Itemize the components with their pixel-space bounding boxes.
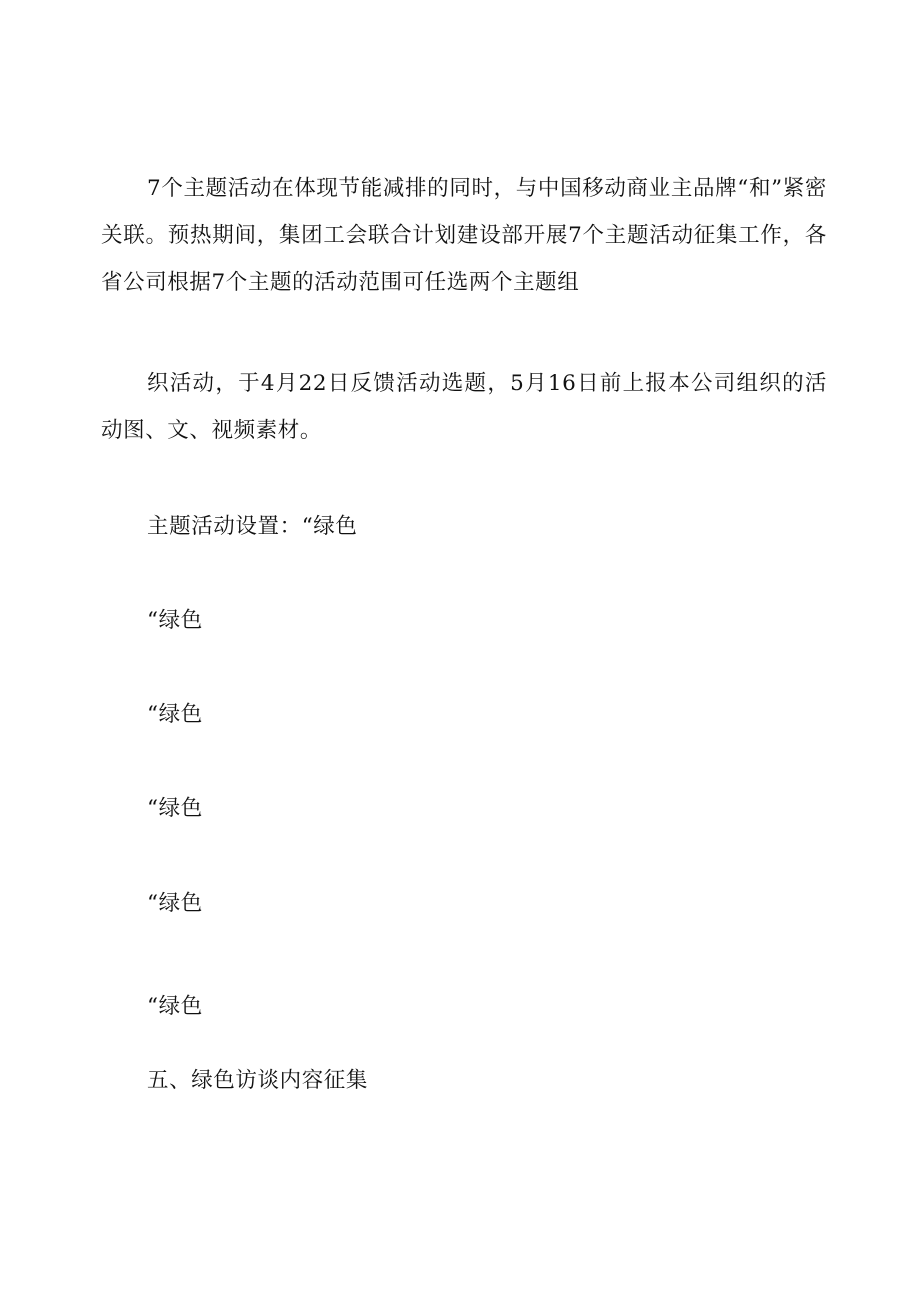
theme-item-line: “绿色 <box>147 994 203 1019</box>
paragraph-schedule: 织活动，于4月22日反馈活动选题，5月16日前上报本公司组织的活动图、文、视频素材。 <box>101 371 827 443</box>
theme-item-line: “绿色 <box>147 608 203 633</box>
theme-item-line: “绿色 <box>147 702 203 727</box>
paragraph-intro: 7个主题活动在体现节能减排的同时，与中国移动商业主品牌“和”紧密关联。预热期间，集团工会联合计划建设部开展7个主题活动征集工作，各省公司根据7个主题的活动范围可任选两个主题组 <box>101 176 827 295</box>
theme-item-line: “绿色 <box>147 891 203 916</box>
theme-item-line: “绿色 <box>147 796 203 821</box>
section-heading: 五、绿色访谈内容征集 <box>147 1068 369 1093</box>
theme-settings-line: 主题活动设置：“绿色 <box>147 514 358 539</box>
